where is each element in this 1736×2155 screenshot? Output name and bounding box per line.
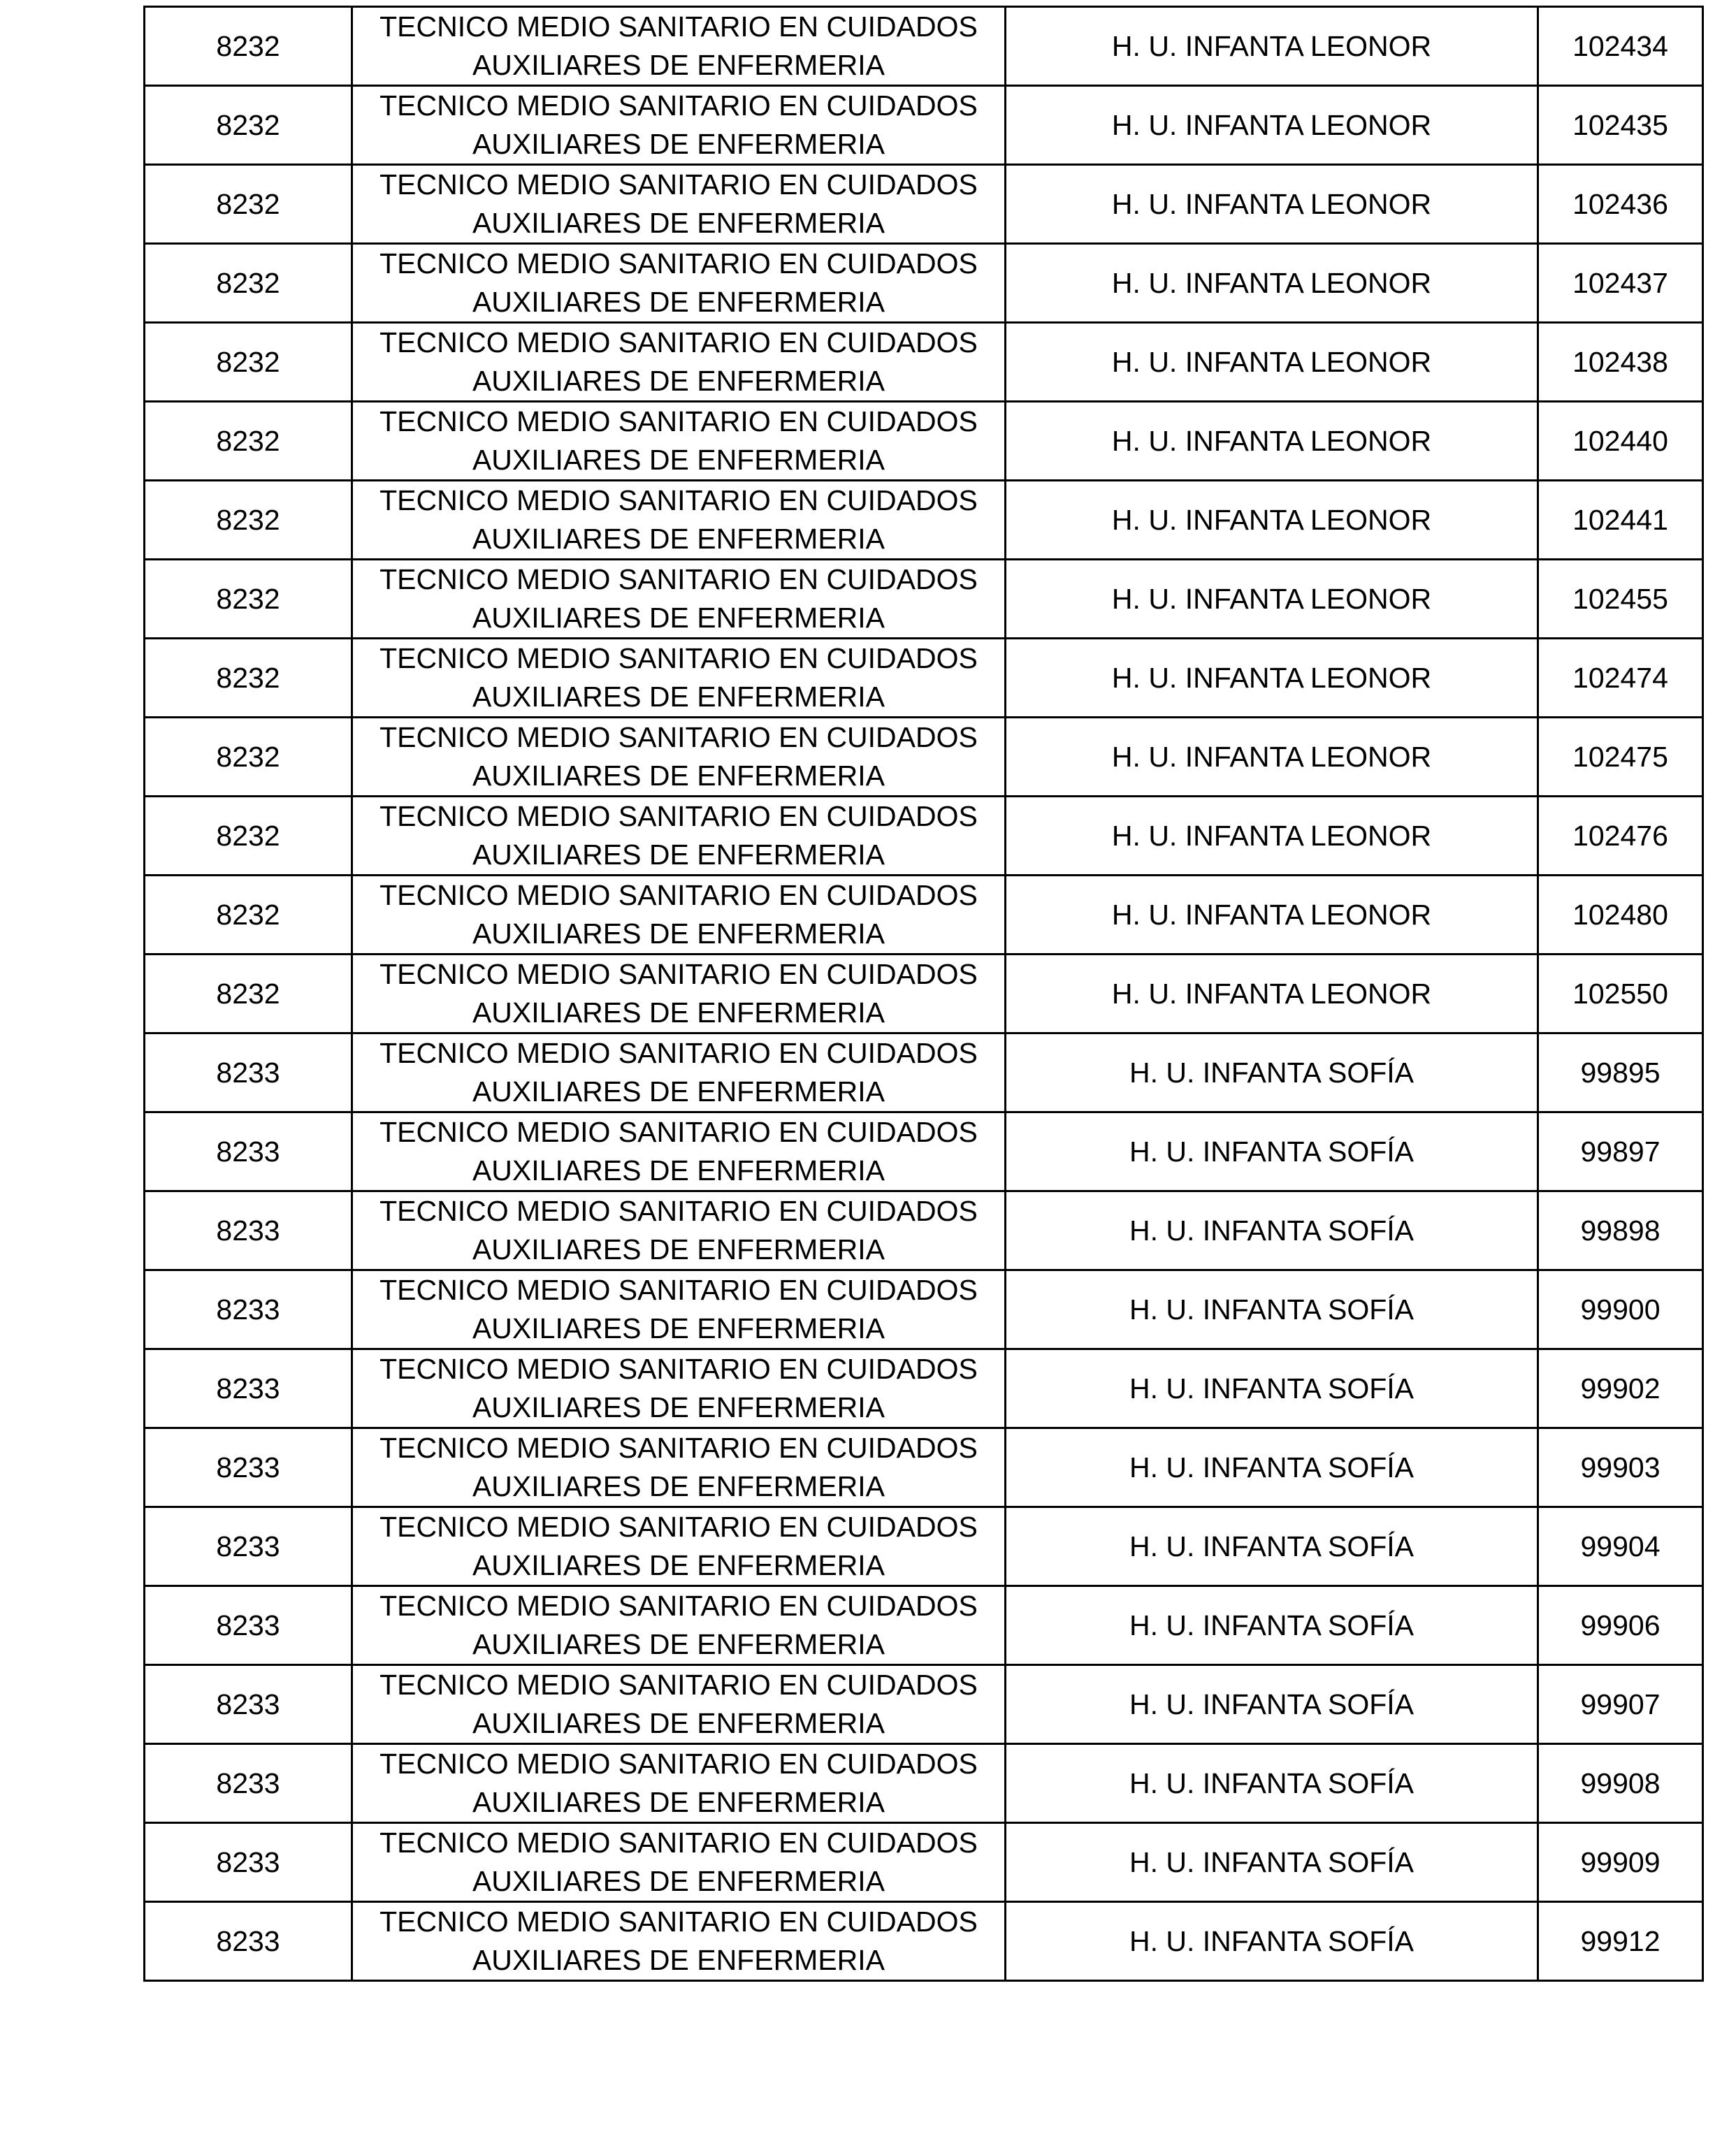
cell-numero: 102480 bbox=[1538, 876, 1703, 955]
cell-codigo: 8233 bbox=[145, 1665, 352, 1744]
cell-numero: 102441 bbox=[1538, 481, 1703, 560]
cell-codigo: 8232 bbox=[145, 718, 352, 797]
table-row bbox=[145, 165, 1703, 244]
table-row bbox=[145, 1349, 1703, 1428]
cell-puesto: TECNICO MEDIO SANITARIO EN CUIDADOS AUXILIARES DE ENFERMERIA bbox=[352, 1823, 1006, 1902]
cell-codigo: 8233 bbox=[145, 1191, 352, 1270]
cell-puesto: TECNICO MEDIO SANITARIO EN CUIDADOS AUXILIARES DE ENFERMERIA bbox=[352, 718, 1006, 797]
cell-puesto: TECNICO MEDIO SANITARIO EN CUIDADOS AUXILIARES DE ENFERMERIA bbox=[352, 955, 1006, 1033]
cell-codigo: 8233 bbox=[145, 1507, 352, 1586]
table-row bbox=[145, 402, 1703, 481]
table-row bbox=[145, 86, 1703, 165]
cell-centro: H. U. INFANTA SOFÍA bbox=[1006, 1270, 1538, 1349]
cell-puesto: TECNICO MEDIO SANITARIO EN CUIDADOS AUXILIARES DE ENFERMERIA bbox=[352, 1191, 1006, 1270]
cell-numero: 102455 bbox=[1538, 560, 1703, 639]
cell-puesto: TECNICO MEDIO SANITARIO EN CUIDADOS AUXILIARES DE ENFERMERIA bbox=[352, 1902, 1006, 1981]
cell-codigo: 8233 bbox=[145, 1586, 352, 1665]
cell-numero: 102550 bbox=[1538, 955, 1703, 1033]
cell-codigo: 8232 bbox=[145, 876, 352, 955]
table-row bbox=[145, 244, 1703, 323]
cell-centro: H. U. INFANTA SOFÍA bbox=[1006, 1823, 1538, 1902]
cell-codigo: 8233 bbox=[145, 1270, 352, 1349]
table-row bbox=[145, 1270, 1703, 1349]
cell-centro: H. U. INFANTA LEONOR bbox=[1006, 639, 1538, 718]
cell-numero: 102440 bbox=[1538, 402, 1703, 481]
cell-codigo: 8232 bbox=[145, 797, 352, 876]
cell-puesto: TECNICO MEDIO SANITARIO EN CUIDADOS AUXILIARES DE ENFERMERIA bbox=[352, 1665, 1006, 1744]
table-row bbox=[145, 639, 1703, 718]
cell-numero: 102436 bbox=[1538, 165, 1703, 244]
cell-numero: 99909 bbox=[1538, 1823, 1703, 1902]
table-row bbox=[145, 1902, 1703, 1981]
table-row bbox=[145, 955, 1703, 1033]
cell-puesto: TECNICO MEDIO SANITARIO EN CUIDADOS AUXILIARES DE ENFERMERIA bbox=[352, 7, 1006, 86]
cell-puesto: TECNICO MEDIO SANITARIO EN CUIDADOS AUXILIARES DE ENFERMERIA bbox=[352, 86, 1006, 165]
cell-numero: 99897 bbox=[1538, 1112, 1703, 1191]
table-row bbox=[145, 481, 1703, 560]
cell-puesto: TECNICO MEDIO SANITARIO EN CUIDADOS AUXILIARES DE ENFERMERIA bbox=[352, 639, 1006, 718]
cell-numero: 99898 bbox=[1538, 1191, 1703, 1270]
cell-centro: H. U. INFANTA LEONOR bbox=[1006, 955, 1538, 1033]
table-row bbox=[145, 1665, 1703, 1744]
cell-codigo: 8233 bbox=[145, 1033, 352, 1112]
cell-centro: H. U. INFANTA LEONOR bbox=[1006, 481, 1538, 560]
cell-numero: 99904 bbox=[1538, 1507, 1703, 1586]
cell-puesto: TECNICO MEDIO SANITARIO EN CUIDADOS AUXILIARES DE ENFERMERIA bbox=[352, 797, 1006, 876]
table-row bbox=[145, 876, 1703, 955]
cell-centro: H. U. INFANTA SOFÍA bbox=[1006, 1112, 1538, 1191]
cell-centro: H. U. INFANTA SOFÍA bbox=[1006, 1744, 1538, 1823]
table-row bbox=[145, 7, 1703, 86]
cell-puesto: TECNICO MEDIO SANITARIO EN CUIDADOS AUXILIARES DE ENFERMERIA bbox=[352, 1507, 1006, 1586]
cell-centro: H. U. INFANTA LEONOR bbox=[1006, 323, 1538, 402]
cell-numero: 99907 bbox=[1538, 1665, 1703, 1744]
cell-centro: H. U. INFANTA LEONOR bbox=[1006, 560, 1538, 639]
cell-puesto: TECNICO MEDIO SANITARIO EN CUIDADOS AUXILIARES DE ENFERMERIA bbox=[352, 244, 1006, 323]
cell-codigo: 8232 bbox=[145, 244, 352, 323]
cell-codigo: 8233 bbox=[145, 1823, 352, 1902]
table-row bbox=[145, 1191, 1703, 1270]
cell-centro: H. U. INFANTA LEONOR bbox=[1006, 876, 1538, 955]
cell-numero: 102435 bbox=[1538, 86, 1703, 165]
cell-centro: H. U. INFANTA LEONOR bbox=[1006, 7, 1538, 86]
cell-centro: H. U. INFANTA LEONOR bbox=[1006, 86, 1538, 165]
table-row bbox=[145, 1112, 1703, 1191]
table-row bbox=[145, 560, 1703, 639]
table-row bbox=[145, 1507, 1703, 1586]
table-row bbox=[145, 1823, 1703, 1902]
cell-centro: H. U. INFANTA SOFÍA bbox=[1006, 1033, 1538, 1112]
cell-centro: H. U. INFANTA SOFÍA bbox=[1006, 1902, 1538, 1981]
cell-centro: H. U. INFANTA SOFÍA bbox=[1006, 1507, 1538, 1586]
cell-numero: 99906 bbox=[1538, 1586, 1703, 1665]
cell-puesto: TECNICO MEDIO SANITARIO EN CUIDADOS AUXILIARES DE ENFERMERIA bbox=[352, 1033, 1006, 1112]
cell-numero: 99902 bbox=[1538, 1349, 1703, 1428]
cell-centro: H. U. INFANTA SOFÍA bbox=[1006, 1349, 1538, 1428]
cell-numero: 102474 bbox=[1538, 639, 1703, 718]
cell-puesto: TECNICO MEDIO SANITARIO EN CUIDADOS AUXILIARES DE ENFERMERIA bbox=[352, 1744, 1006, 1823]
cell-centro: H. U. INFANTA LEONOR bbox=[1006, 718, 1538, 797]
cell-numero: 99895 bbox=[1538, 1033, 1703, 1112]
cell-codigo: 8232 bbox=[145, 165, 352, 244]
positions-table-body bbox=[145, 7, 1703, 1981]
cell-codigo: 8232 bbox=[145, 639, 352, 718]
cell-puesto: TECNICO MEDIO SANITARIO EN CUIDADOS AUXILIARES DE ENFERMERIA bbox=[352, 1112, 1006, 1191]
cell-numero: 102475 bbox=[1538, 718, 1703, 797]
positions-table bbox=[143, 6, 1704, 1982]
cell-codigo: 8232 bbox=[145, 402, 352, 481]
table-row bbox=[145, 718, 1703, 797]
table-row bbox=[145, 1586, 1703, 1665]
cell-codigo: 8233 bbox=[145, 1112, 352, 1191]
cell-centro: H. U. INFANTA LEONOR bbox=[1006, 402, 1538, 481]
table-row bbox=[145, 797, 1703, 876]
cell-puesto: TECNICO MEDIO SANITARIO EN CUIDADOS AUXILIARES DE ENFERMERIA bbox=[352, 402, 1006, 481]
cell-puesto: TECNICO MEDIO SANITARIO EN CUIDADOS AUXILIARES DE ENFERMERIA bbox=[352, 323, 1006, 402]
cell-puesto: TECNICO MEDIO SANITARIO EN CUIDADOS AUXILIARES DE ENFERMERIA bbox=[352, 1349, 1006, 1428]
cell-numero: 99912 bbox=[1538, 1902, 1703, 1981]
cell-codigo: 8232 bbox=[145, 481, 352, 560]
cell-codigo: 8233 bbox=[145, 1428, 352, 1507]
cell-numero: 102438 bbox=[1538, 323, 1703, 402]
table-row bbox=[145, 1744, 1703, 1823]
cell-puesto: TECNICO MEDIO SANITARIO EN CUIDADOS AUXILIARES DE ENFERMERIA bbox=[352, 165, 1006, 244]
cell-codigo: 8232 bbox=[145, 560, 352, 639]
cell-codigo: 8232 bbox=[145, 86, 352, 165]
cell-codigo: 8233 bbox=[145, 1744, 352, 1823]
cell-puesto: TECNICO MEDIO SANITARIO EN CUIDADOS AUXILIARES DE ENFERMERIA bbox=[352, 1428, 1006, 1507]
cell-centro: H. U. INFANTA LEONOR bbox=[1006, 244, 1538, 323]
cell-numero: 99908 bbox=[1538, 1744, 1703, 1823]
table-row bbox=[145, 1033, 1703, 1112]
cell-centro: H. U. INFANTA SOFÍA bbox=[1006, 1586, 1538, 1665]
cell-puesto: TECNICO MEDIO SANITARIO EN CUIDADOS AUXILIARES DE ENFERMERIA bbox=[352, 1270, 1006, 1349]
cell-numero: 99900 bbox=[1538, 1270, 1703, 1349]
cell-codigo: 8232 bbox=[145, 7, 352, 86]
cell-numero: 102437 bbox=[1538, 244, 1703, 323]
cell-puesto: TECNICO MEDIO SANITARIO EN CUIDADOS AUXILIARES DE ENFERMERIA bbox=[352, 1586, 1006, 1665]
cell-codigo: 8233 bbox=[145, 1349, 352, 1428]
cell-numero: 102434 bbox=[1538, 7, 1703, 86]
cell-puesto: TECNICO MEDIO SANITARIO EN CUIDADOS AUXILIARES DE ENFERMERIA bbox=[352, 481, 1006, 560]
cell-numero: 99903 bbox=[1538, 1428, 1703, 1507]
table-row bbox=[145, 1428, 1703, 1507]
cell-puesto: TECNICO MEDIO SANITARIO EN CUIDADOS AUXILIARES DE ENFERMERIA bbox=[352, 876, 1006, 955]
cell-centro: H. U. INFANTA SOFÍA bbox=[1006, 1191, 1538, 1270]
cell-centro: H. U. INFANTA LEONOR bbox=[1006, 797, 1538, 876]
cell-numero: 102476 bbox=[1538, 797, 1703, 876]
cell-codigo: 8233 bbox=[145, 1902, 352, 1981]
cell-puesto: TECNICO MEDIO SANITARIO EN CUIDADOS AUXILIARES DE ENFERMERIA bbox=[352, 560, 1006, 639]
table-row bbox=[145, 323, 1703, 402]
cell-codigo: 8232 bbox=[145, 955, 352, 1033]
cell-centro: H. U. INFANTA SOFÍA bbox=[1006, 1428, 1538, 1507]
cell-codigo: 8232 bbox=[145, 323, 352, 402]
cell-centro: H. U. INFANTA SOFÍA bbox=[1006, 1665, 1538, 1744]
cell-centro: H. U. INFANTA LEONOR bbox=[1006, 165, 1538, 244]
